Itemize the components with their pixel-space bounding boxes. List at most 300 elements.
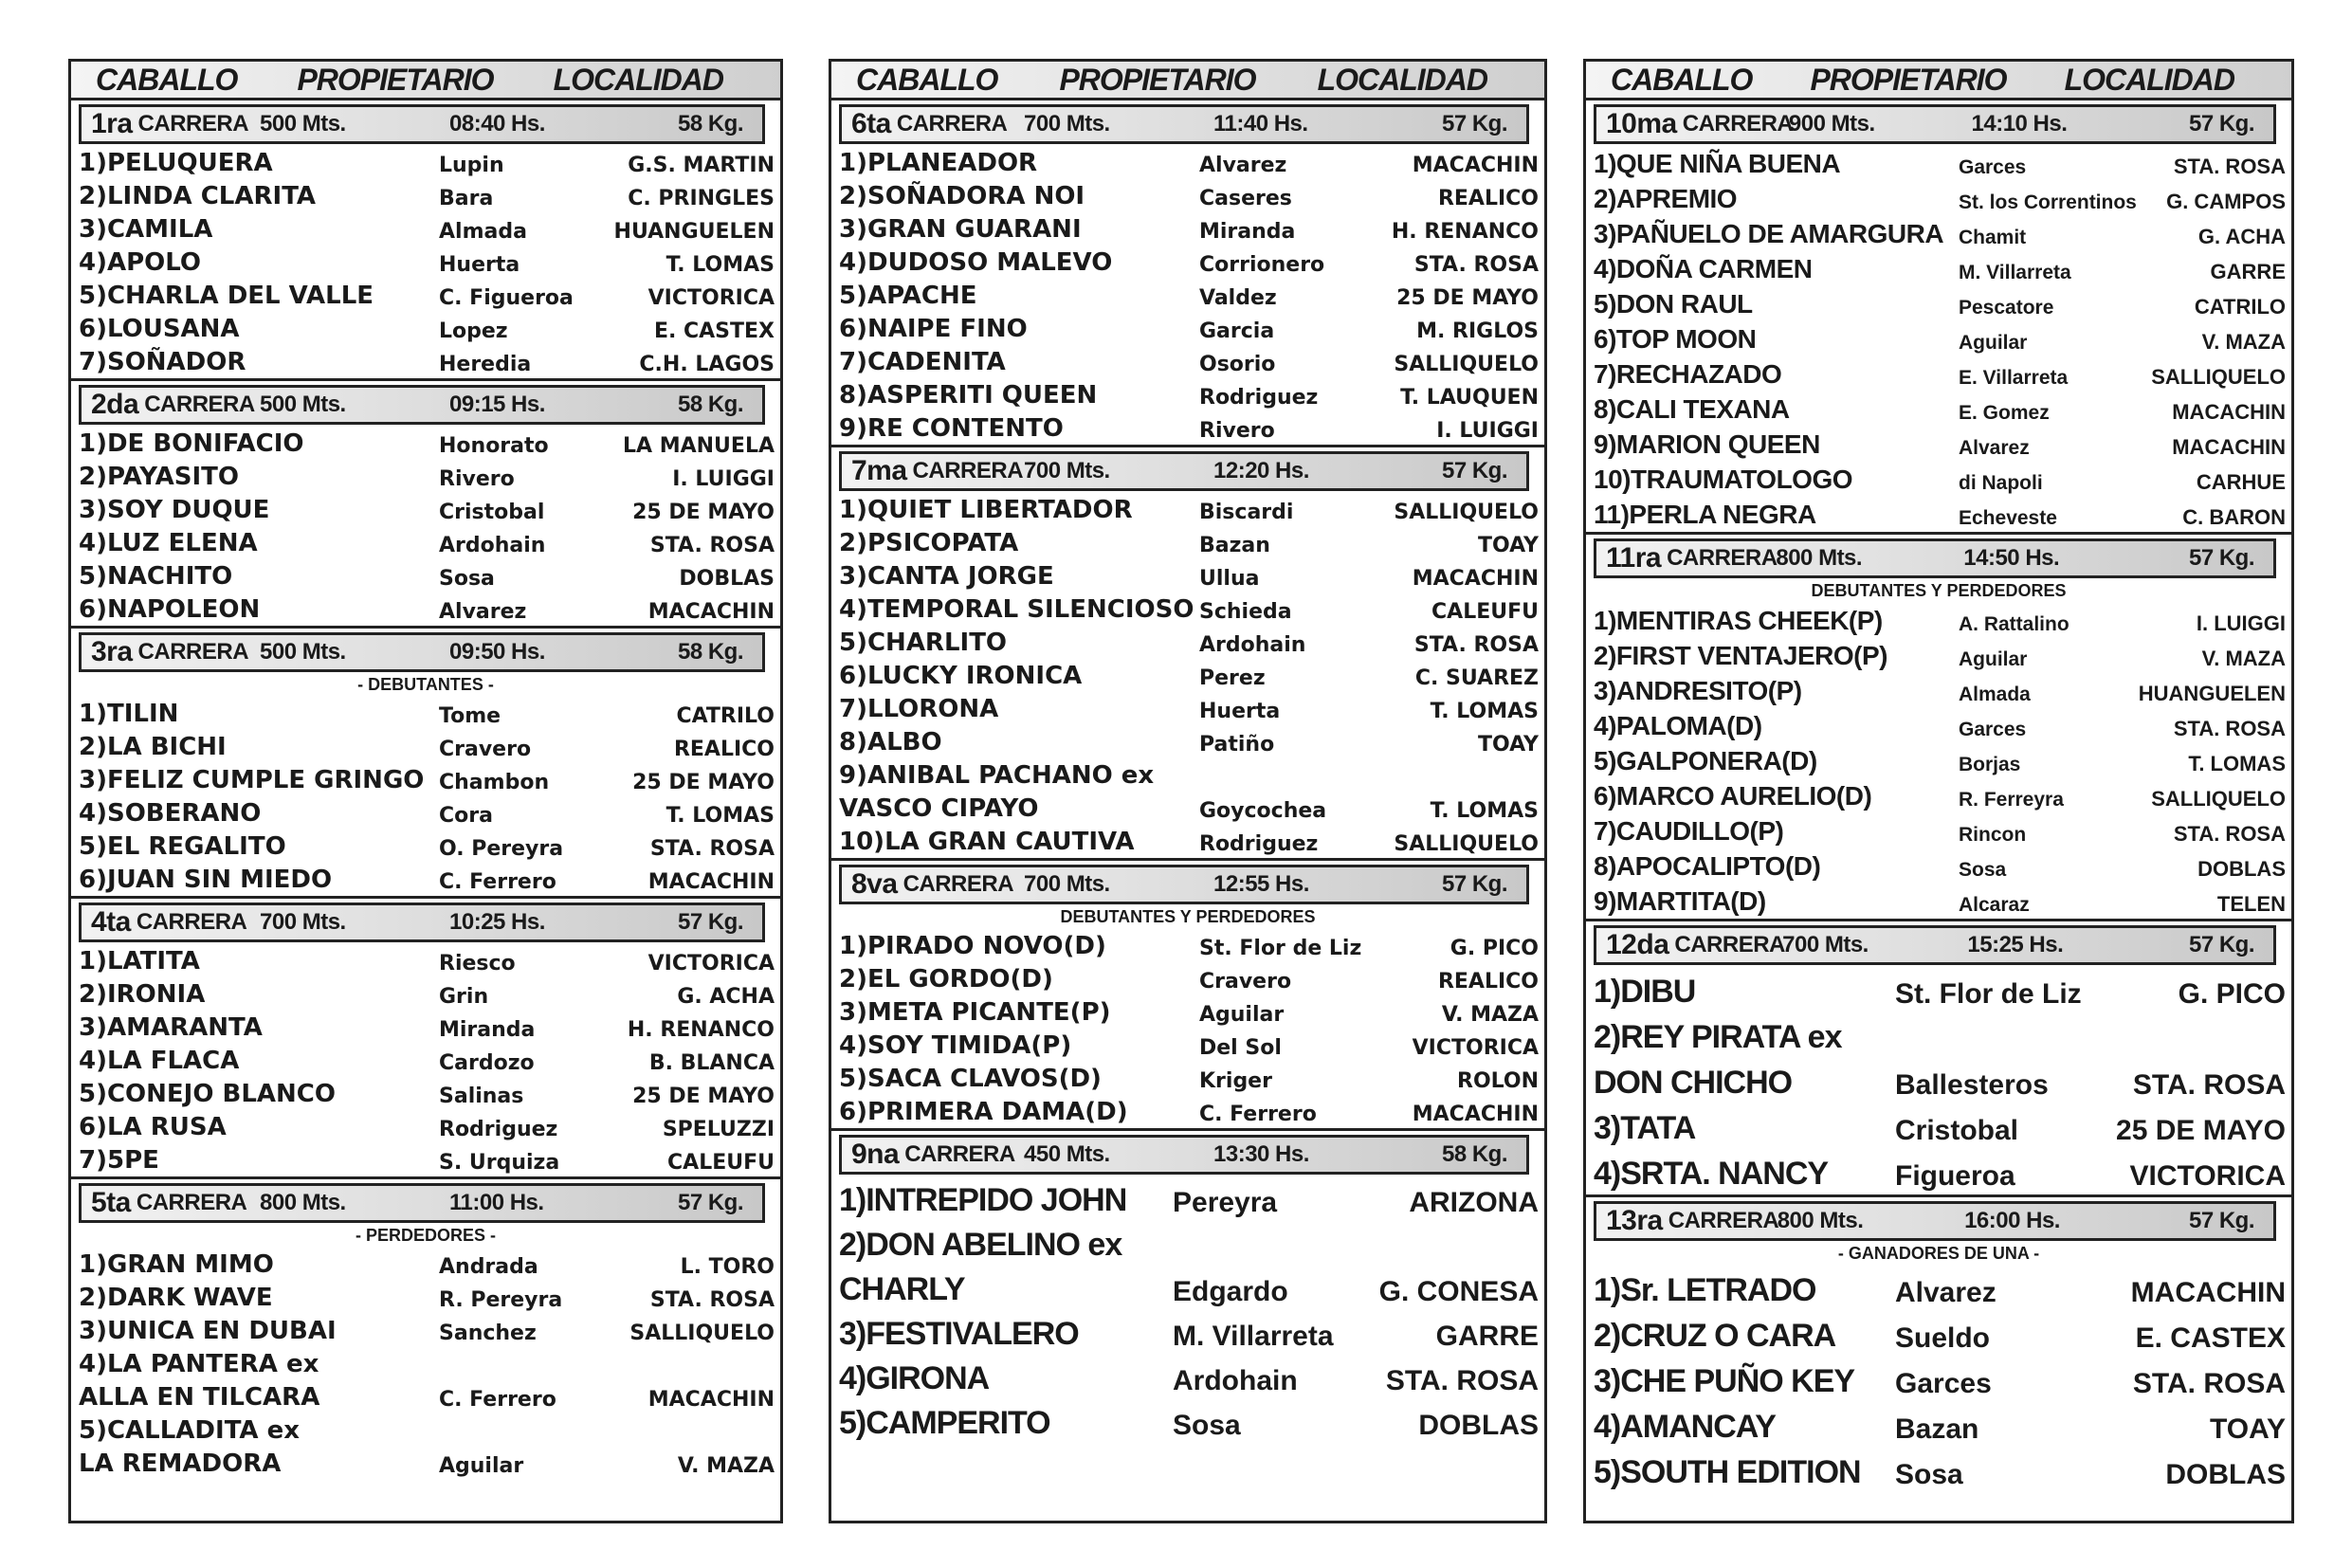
entry-row (1594, 355, 2286, 390)
owner-name: Sueldo (1895, 1322, 1991, 1354)
horse-name: 1)PIRADO NOVO(D) (839, 932, 1106, 960)
horse-name: 1)GRAN MIMO (79, 1250, 274, 1279)
race-word: CARRERA (137, 111, 249, 137)
race-distance: 500 Mts. (260, 111, 346, 137)
horse-name: 5)CONEJO BLANCO (79, 1080, 336, 1108)
entry-list (71, 942, 780, 1175)
owner-name: Sanchez (439, 1322, 537, 1345)
owner-name: Garces (1959, 719, 2027, 740)
race-divider (71, 1176, 780, 1179)
race-number: 8va (851, 868, 898, 900)
header-owner: PROPIETARIO (297, 62, 494, 97)
locality: G. CAMPOS (2166, 190, 2286, 213)
race-header (839, 1135, 1529, 1175)
entry-row (79, 491, 775, 524)
race-number: 5ta (91, 1187, 131, 1218)
horse-name: 9)MARION QUEEN (1594, 429, 1820, 459)
locality: SALLIQUELO (1394, 501, 1539, 524)
horse-name: 2)CRUZ O CARA (1594, 1318, 1836, 1354)
horse-name: 5)CHARLITO (839, 629, 1008, 657)
horse-name: 4)DOÑA CARMEN (1594, 254, 1813, 283)
race-number: 3ra (91, 636, 133, 667)
race-time: 15:25 Hs. (1967, 932, 2064, 957)
horse-name: 11)PERLA NEGRA (1594, 500, 1816, 529)
race-distance: 500 Mts. (260, 639, 346, 665)
locality: DOBLAS (679, 567, 775, 591)
header-locality: LOCALIDAD (1317, 62, 1487, 97)
horse-name: LA REMADORA (79, 1449, 282, 1478)
entry-row (839, 1397, 1539, 1442)
horse-name: 3)GRAN GUARANI (839, 215, 1082, 244)
entry-row (79, 975, 775, 1009)
entry-row (839, 790, 1539, 823)
owner-name: Rivero (1199, 419, 1275, 443)
entry-row (79, 458, 775, 491)
locality: SALLIQUELO (2151, 787, 2286, 811)
entry-row (1594, 1446, 2286, 1491)
locality: T. LOMAS (665, 804, 775, 828)
horse-name: 3)UNICA EN DUBAI (79, 1317, 337, 1345)
entry-row (839, 1219, 1539, 1264)
owner-name: C. Figueroa (439, 286, 574, 310)
horse-name: 10)TRAUMATOLOGO (1594, 465, 1853, 494)
locality: DOBLAS (2165, 1459, 2286, 1490)
locality: STA. ROSA (2132, 1069, 2286, 1101)
entry-row (839, 491, 1539, 524)
locality: G. ACHA (677, 985, 775, 1009)
entry-row (1594, 144, 2286, 179)
locality: STA. ROSA (2132, 1368, 2286, 1399)
locality: REALICO (1437, 187, 1539, 210)
horse-name: 5)GALPONERA(D) (1594, 746, 1817, 775)
locality: TOAY (1478, 534, 1539, 557)
horse-name: 3)SOY DUQUE (79, 496, 270, 524)
owner-name: Bazan (1895, 1413, 1979, 1445)
race-time: 08:40 Hs. (449, 111, 545, 137)
entry-row (839, 410, 1539, 443)
horse-name: 3)CAMILA (79, 215, 213, 244)
horse-name: 5)CAMPERITO (839, 1405, 1050, 1441)
locality: E. CASTEX (653, 319, 775, 343)
entry-row (839, 927, 1539, 960)
entry-row (1594, 1400, 2286, 1446)
owner-name: C. Ferrero (1199, 1103, 1317, 1126)
horse-name: 5)SACA CLAVOS(D) (839, 1065, 1102, 1093)
race-weight: 57 Kg. (1441, 111, 1507, 137)
owner-name: Miranda (439, 1018, 536, 1042)
entry-row (839, 1175, 1539, 1219)
locality: STA. ROSA (649, 1288, 775, 1312)
header-owner: PROPIETARIO (1059, 62, 1256, 97)
column-header (1586, 62, 2291, 100)
owner-name: Ardohain (439, 534, 546, 557)
entry-row (79, 210, 775, 244)
entry-row (1594, 319, 2286, 355)
locality: T. LOMAS (2188, 752, 2286, 775)
owner-name: Almada (439, 220, 527, 244)
owner-name: Cravero (439, 738, 532, 761)
horse-name: 8)APOCALIPTO(D) (1594, 851, 1821, 881)
owner-name: Bara (439, 187, 494, 210)
entry-row (79, 1378, 775, 1412)
race-header (1594, 538, 2276, 578)
locality: T. LOMAS (1430, 799, 1539, 823)
locality: 25 DE MAYO (632, 771, 775, 794)
locality: REALICO (673, 738, 775, 761)
race-time: 12:55 Hs. (1213, 871, 1309, 897)
horse-name: 4)SRTA. NANCY (1594, 1156, 1829, 1192)
race-word: CARRERA (912, 458, 1024, 483)
locality: GARRE (1435, 1321, 1539, 1352)
race-header (839, 451, 1529, 491)
horse-name: 4)TEMPORAL SILENCIOSO (839, 595, 1194, 624)
owner-name: Andrada (439, 1255, 538, 1279)
race-weight: 58 Kg. (677, 392, 743, 417)
locality: MACACHIN (1412, 1103, 1539, 1126)
entry-row (839, 757, 1539, 790)
owner-name: Miranda (1199, 220, 1296, 244)
horse-name: 6)LOUSANA (79, 315, 240, 343)
owner-name: E. Villarreta (1959, 367, 2069, 389)
horse-name: 3)ANDRESITO(P) (1594, 676, 1802, 705)
horse-name: 7)CADENITA (839, 348, 1006, 376)
locality: STA. ROSA (1413, 253, 1539, 277)
owner-name: Sosa (439, 567, 495, 591)
entry-row (79, 1246, 775, 1279)
horse-name: 7)SOÑADOR (79, 348, 246, 376)
race-time: 11:00 Hs. (449, 1190, 544, 1215)
horse-name: 7)5PE (79, 1146, 159, 1175)
locality: 25 DE MAYO (2116, 1115, 2286, 1146)
horse-name: 2)APREMIO (1594, 184, 1738, 213)
locality: C. SUAREZ (1414, 666, 1539, 690)
entry-row (839, 1308, 1539, 1353)
entry-list (71, 144, 780, 376)
entry-row (839, 277, 1539, 310)
locality: I. LUIGGI (672, 467, 775, 491)
horse-name: 1)MENTIRAS CHEEK(P) (1594, 606, 1883, 635)
race-header (1594, 1201, 2276, 1241)
locality: T. LAUQUEN (1400, 386, 1539, 410)
race-word: CARRERA (136, 1190, 247, 1215)
owner-name: Patiño (1199, 733, 1275, 757)
owner-name: Ardohain (1199, 633, 1306, 657)
race-header (839, 104, 1529, 144)
owner-name: Ardohain (1173, 1365, 1298, 1396)
race-word: CARRERA (904, 1141, 1015, 1167)
owner-name: Borjas (1959, 754, 2021, 775)
owner-name: Rodriguez (1199, 832, 1319, 856)
owner-name: Figueroa (1895, 1160, 2015, 1192)
race-weight: 57 Kg. (2188, 111, 2254, 137)
owner-name: Tome (439, 704, 501, 728)
race-time: 13:30 Hs. (1213, 1141, 1309, 1167)
owner-name: Biscardi (1199, 501, 1294, 524)
horse-name: 4)APOLO (79, 248, 201, 277)
race-divider (1586, 1194, 2291, 1197)
race-time: 14:50 Hs. (1963, 545, 2060, 571)
race-distance: 700 Mts. (1024, 458, 1110, 483)
entry-row (1594, 1056, 2286, 1102)
horse-name: DON CHICHO (1594, 1065, 1793, 1101)
race-distance: 700 Mts. (260, 909, 346, 935)
header-horse: CABALLO (856, 62, 998, 97)
horse-name: 2)LA BICHI (79, 733, 227, 761)
horse-name: 1)TILIN (79, 700, 179, 728)
owner-name: Kriger (1199, 1069, 1272, 1093)
race-divider (71, 626, 780, 629)
entry-row (1594, 601, 2286, 636)
race-number: 13ra (1606, 1205, 1663, 1236)
entry-row (839, 1060, 1539, 1093)
locality: V. MAZA (677, 1454, 775, 1478)
owner-name: Cristobal (1895, 1115, 2019, 1146)
race-header (1594, 925, 2276, 965)
locality: SALLIQUELO (1394, 353, 1539, 376)
entry-row (839, 524, 1539, 557)
race-divider (71, 896, 780, 899)
horse-name: 5)APACHE (839, 282, 977, 310)
owner-name: Huerta (439, 253, 520, 277)
race-time: 14:10 Hs. (1971, 111, 2068, 137)
horse-name: 1)PELUQUERA (79, 149, 273, 177)
horse-name: 3)CHE PUÑO KEY (1594, 1363, 1855, 1399)
horse-name: 6)TOP MOON (1594, 324, 1757, 354)
race-number: 12da (1606, 929, 1669, 960)
column-header (71, 62, 780, 100)
horse-name: 2)DARK WAVE (79, 1284, 273, 1312)
owner-name: Ballesteros (1895, 1069, 2049, 1101)
horse-name: 9)MARTITA(D) (1594, 886, 1766, 916)
header-horse: CABALLO (96, 62, 238, 97)
owner-name: Chambon (439, 771, 550, 794)
entry-row (79, 861, 775, 894)
entry-row (839, 1353, 1539, 1397)
locality: MACACHIN (647, 600, 775, 624)
locality: SALLIQUELO (2151, 365, 2286, 389)
column-3 (1583, 59, 2294, 1523)
race-header (79, 1183, 765, 1223)
race-number: 11ra (1606, 542, 1662, 574)
locality: CALEUFU (667, 1151, 775, 1175)
locality: CATRILO (676, 704, 775, 728)
locality: ARIZONA (1409, 1187, 1539, 1218)
race-header (79, 385, 765, 425)
entry-row (79, 728, 775, 761)
horse-name: 6)LUCKY IRONICA (839, 662, 1083, 690)
horse-name: 3)META PICANTE(P) (839, 998, 1111, 1027)
locality: M. RIGLOS (1416, 319, 1539, 343)
horse-name: 8)CALI TEXANA (1594, 394, 1790, 424)
horse-name: 5)NACHITO (79, 562, 233, 591)
race-divider (1586, 532, 2291, 535)
entry-row (1594, 1147, 2286, 1193)
race-divider (831, 445, 1544, 447)
locality: MACACHIN (647, 870, 775, 894)
locality: TOAY (2209, 1413, 2286, 1445)
entry-row (79, 1412, 775, 1445)
horse-name: 6)MARCO AURELIO(D) (1594, 781, 1872, 811)
entry-row (1594, 179, 2286, 214)
locality: STA. ROSA (2173, 822, 2286, 846)
locality: L. TORO (680, 1255, 775, 1279)
locality: STA. ROSA (649, 837, 775, 861)
entry-row (79, 1108, 775, 1141)
owner-name: Valdez (1199, 286, 1277, 310)
race-distance: 700 Mts. (1782, 932, 1869, 957)
owner-name: Lopez (439, 319, 508, 343)
race-time: 11:40 Hs. (1213, 111, 1308, 137)
locality: V. MAZA (2201, 330, 2286, 354)
entry-row (1594, 671, 2286, 706)
race-header (79, 632, 765, 672)
locality: T. LOMAS (665, 253, 775, 277)
race-divider (71, 378, 780, 381)
entry-row (1594, 811, 2286, 847)
owner-name: St. los Correntinos (1959, 191, 2137, 213)
horse-name: 1)INTREPIDO JOHN (839, 1182, 1127, 1218)
entry-row (79, 524, 775, 557)
owner-name: Aguilar (439, 1454, 524, 1478)
locality: GARRE (2210, 260, 2286, 283)
horse-name: 2)REY PIRATA ex (1594, 1019, 1842, 1055)
entry-list (1586, 965, 2291, 1193)
owner-name: Salinas (439, 1085, 524, 1108)
entry-row (839, 960, 1539, 994)
entry-row (1594, 741, 2286, 776)
race-distance: 900 Mts. (1788, 111, 1875, 137)
horse-name: 4)LUZ ELENA (79, 529, 258, 557)
horse-name: 6)NAIPE FINO (839, 315, 1028, 343)
locality: STA. ROSA (2173, 155, 2286, 178)
horse-name: 6)LA RUSA (79, 1113, 227, 1141)
owner-name: Aguilar (1199, 1003, 1285, 1027)
entry-row (1594, 1264, 2286, 1309)
entry-row (79, 310, 775, 343)
horse-name: 6)NAPOLEON (79, 595, 261, 624)
race-weight: 58 Kg. (1441, 1141, 1507, 1167)
race-distance: 800 Mts. (1777, 1208, 1864, 1233)
race-number: 2da (91, 389, 139, 420)
race-weight: 57 Kg. (2188, 932, 2254, 957)
locality: MACACHIN (1412, 567, 1539, 591)
owner-name: Sosa (1173, 1410, 1241, 1441)
locality: C. PRINGLES (628, 187, 775, 210)
race-time: 09:50 Hs. (449, 639, 545, 665)
owner-name: Bazan (1199, 534, 1270, 557)
locality: HUANGUELEN (613, 220, 775, 244)
owner-name: C. Ferrero (439, 1388, 556, 1412)
horse-name: 7)LLORONA (839, 695, 999, 723)
column-1 (68, 59, 783, 1523)
race-time: 10:25 Hs. (449, 909, 545, 935)
entry-row (79, 695, 775, 728)
horse-name: 2)LINDA CLARITA (79, 182, 317, 210)
race-word: CARRERA (896, 111, 1008, 137)
horse-name: 4)PALOMA(D) (1594, 711, 1762, 740)
entry-row (1594, 460, 2286, 495)
owner-name: di Napoli (1959, 472, 2043, 494)
race-time: 09:15 Hs. (449, 392, 545, 417)
entry-row (1594, 425, 2286, 460)
horse-name: 10)LA GRAN CAUTIVA (839, 828, 1135, 856)
locality: MACACHIN (1412, 154, 1539, 177)
owner-name: M. Villarreta (1959, 262, 2071, 283)
owner-name: Schieda (1199, 600, 1292, 624)
locality: LA MANUELA (623, 434, 775, 458)
owner-name: Grin (439, 985, 489, 1009)
horse-name: 5)SOUTH EDITION (1594, 1454, 1861, 1490)
locality: MACACHIN (647, 1388, 775, 1412)
entry-row (839, 244, 1539, 277)
entry-row (1594, 249, 2286, 284)
race-number: 6ta (851, 108, 891, 139)
race-word: CARRERA (1668, 1208, 1779, 1233)
column-2 (829, 59, 1547, 1523)
entry-list (831, 927, 1544, 1126)
horse-name: 5)CALLADITA ex (79, 1416, 300, 1445)
race-divider (831, 1128, 1544, 1131)
locality: VICTORICA (647, 286, 775, 310)
owner-name: Cora (439, 804, 493, 828)
locality: I. LUIGGI (1436, 419, 1539, 443)
entry-row (79, 591, 775, 624)
horse-name: 3)FESTIVALERO (839, 1316, 1079, 1352)
race-weight: 57 Kg. (1441, 458, 1507, 483)
owner-name: Pescatore (1959, 297, 2054, 319)
entry-row (839, 723, 1539, 757)
owner-name: S. Urquiza (439, 1151, 560, 1175)
race-header (1594, 104, 2276, 144)
owner-name: Aguilar (1959, 332, 2028, 354)
owner-name: Pereyra (1173, 1187, 1278, 1218)
entry-row (1594, 390, 2286, 425)
entry-row (839, 1264, 1539, 1308)
locality: DOBLAS (1418, 1410, 1539, 1441)
horse-name: 6)JUAN SIN MIEDO (79, 866, 333, 894)
owner-name: Del Sol (1199, 1036, 1282, 1060)
owner-name: E. Gomez (1959, 402, 2050, 424)
owner-name: Alvarez (1199, 154, 1287, 177)
race-distance: 800 Mts. (260, 1190, 346, 1215)
locality: E. CASTEX (2135, 1322, 2286, 1354)
race-word: CARRERA (1667, 545, 1778, 571)
locality: V. MAZA (2201, 647, 2286, 670)
locality: G. ACHA (2197, 225, 2286, 248)
race-condition: - PERDEDORES - (355, 1226, 497, 1245)
locality: CALEUFU (1431, 600, 1539, 624)
owner-name: Alvarez (1959, 437, 2030, 459)
entry-row (839, 1093, 1539, 1126)
owner-name: R. Ferreyra (1959, 789, 2064, 811)
locality: STA. ROSA (1385, 1365, 1539, 1396)
horse-name: 9)RE CONTENTO (839, 414, 1064, 443)
owner-name: A. Rattalino (1959, 613, 2069, 635)
owner-name: St. Flor de Liz (1199, 937, 1362, 960)
entry-row (1594, 284, 2286, 319)
entry-row (79, 244, 775, 277)
horse-name: 3)PAÑUELO DE AMARGURA (1594, 219, 1944, 248)
race-header (79, 903, 765, 942)
locality: VICTORICA (2129, 1160, 2286, 1192)
race-word: CARRERA (1682, 111, 1794, 137)
horse-name: 3)FELIZ CUMPLE GRINGO (79, 766, 425, 794)
locality: CARHUE (2196, 470, 2286, 494)
entry-row (1594, 847, 2286, 882)
horse-name: 4)AMANCAY (1594, 1409, 1776, 1445)
entry-row (79, 828, 775, 861)
horse-name: 7)CAUDILLO(P) (1594, 816, 1784, 846)
